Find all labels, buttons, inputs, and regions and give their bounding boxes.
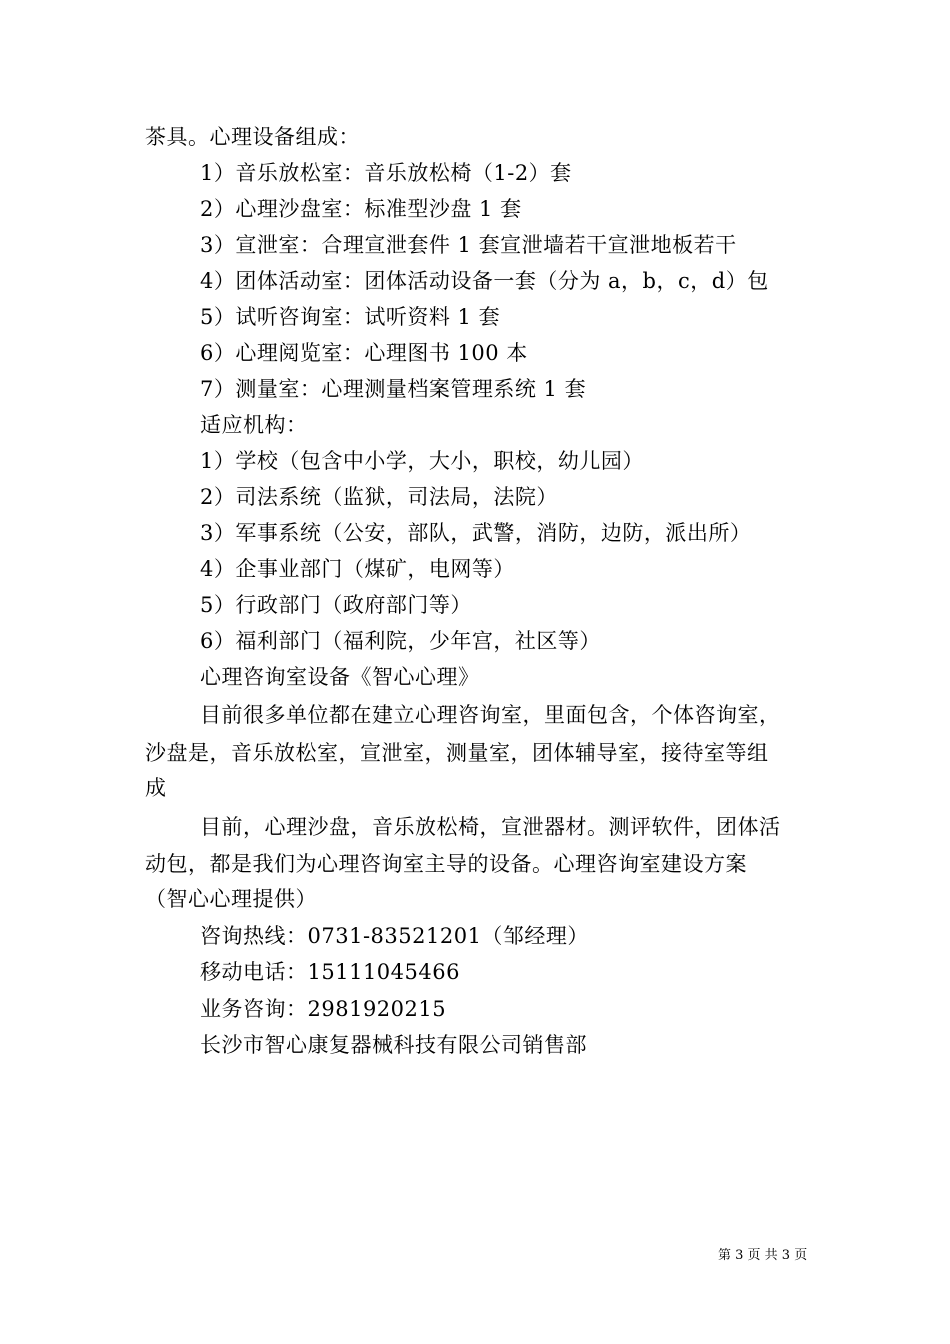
text-line-institution-6: 6）福利部门（福利院，少年宫，社区等）	[200, 629, 601, 653]
text-line-institution-5: 5）行政部门（政府部门等）	[200, 593, 472, 617]
text-line-equipment-1: 1）音乐放松室：音乐放松椅（1-2）套	[200, 161, 572, 185]
text-line-business: 业务咨询：2981920215	[200, 997, 447, 1021]
text-line-section-title: 心理咨询室设备《智心心理》	[200, 665, 480, 689]
text-line-mobile: 移动电话：15111045466	[200, 960, 460, 984]
text-line-hotline: 咨询热线：0731-83521201（邹经理）	[200, 924, 589, 948]
text-line-institution-4: 4）企事业部门（煤矿，电网等）	[200, 557, 515, 581]
text-line-intro: 茶具。心理设备组成：	[145, 125, 360, 149]
text-line-institutions-heading: 适应机构：	[200, 413, 308, 437]
text-line-institution-3: 3）军事系统（公安，部队，武警，消防，边防，派出所）	[200, 521, 752, 545]
text-line-paragraph2-c: （智心心理提供）	[145, 887, 317, 911]
text-line-equipment-2: 2）心理沙盘室：标准型沙盘 1 套	[200, 197, 522, 221]
text-line-equipment-4: 4）团体活动室：团体活动设备一套（分为 a，b，c，d）包	[200, 269, 769, 293]
text-line-equipment-5: 5）试听咨询室：试听资料 1 套	[200, 305, 501, 329]
text-line-paragraph1-c: 成	[145, 776, 167, 800]
text-line-paragraph1-a: 目前很多单位都在建立心理咨询室，里面包含，个体咨询室，	[200, 703, 781, 727]
text-line-paragraph2-a: 目前，心理沙盘，音乐放松椅，宣泄器材。测评软件，团体活	[200, 815, 781, 839]
text-line-equipment-3: 3）宣泄室：合理宣泄套件 1 套宣泄墙若干宣泄地板若干	[200, 233, 737, 257]
text-line-company: 长沙市智心康复器械科技有限公司销售部	[200, 1033, 587, 1057]
text-line-paragraph1-b: 沙盘是，音乐放松室，宣泄室，测量室，团体辅导室，接待室等组	[145, 741, 769, 765]
text-line-equipment-7: 7）测量室：心理测量档案管理系统 1 套	[200, 377, 587, 401]
text-line-institution-1: 1）学校（包含中小学，大小，职校，幼儿园）	[200, 449, 644, 473]
page-number-footer: 第 3 页 共 3 页	[718, 1248, 808, 1263]
text-line-institution-2: 2）司法系统（监狱，司法局，法院）	[200, 485, 558, 509]
text-line-paragraph2-b: 动包，都是我们为心理咨询室主导的设备。心理咨询室建设方案	[145, 852, 747, 876]
text-line-equipment-6: 6）心理阅览室：心理图书 100 本	[200, 341, 528, 365]
